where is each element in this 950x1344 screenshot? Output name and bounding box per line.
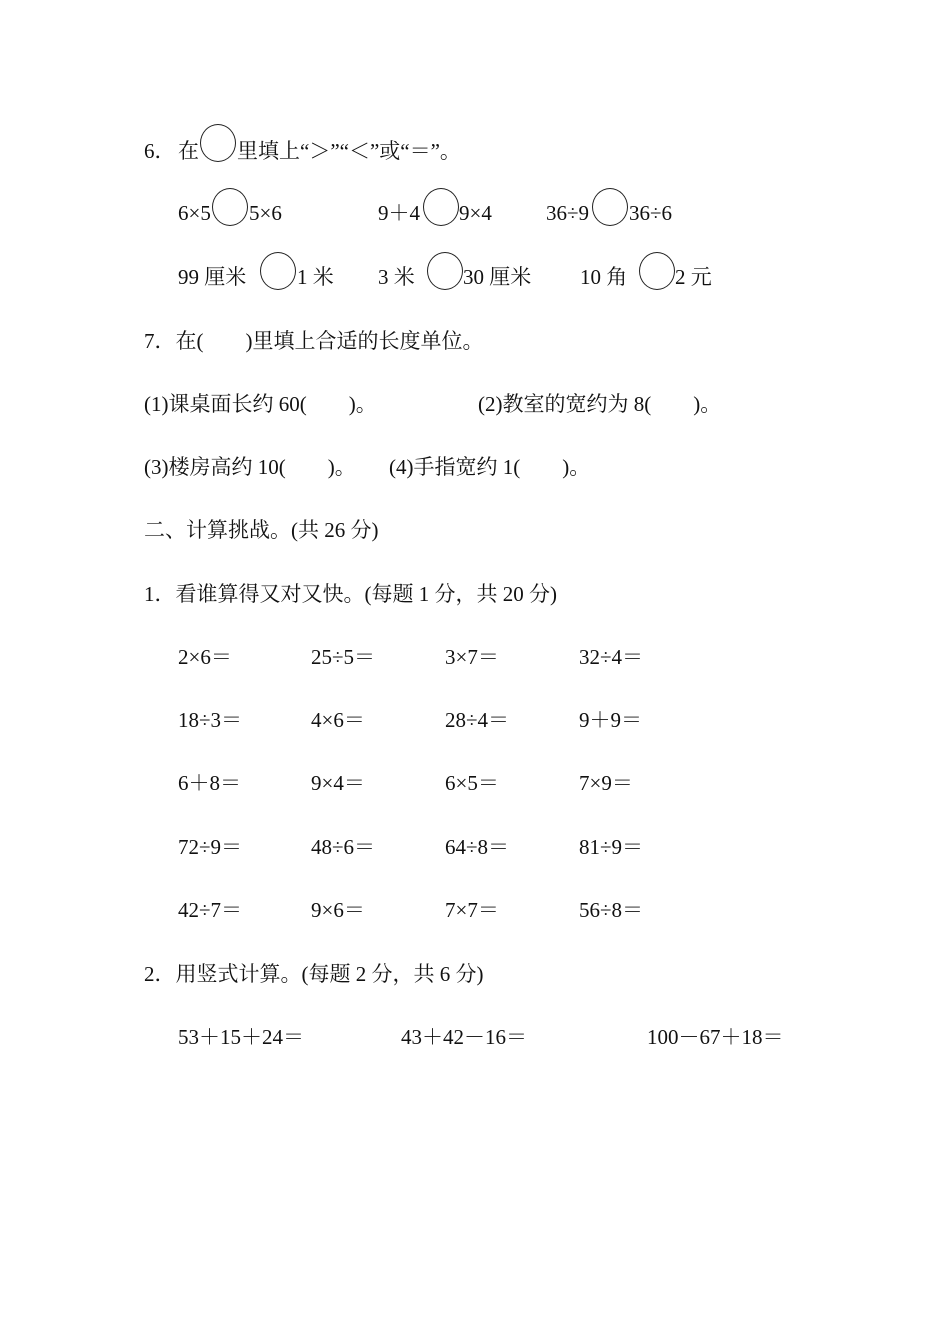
calc-item[interactable]: 4×6＝ bbox=[311, 708, 365, 732]
compare-right: 36÷6 bbox=[629, 201, 673, 225]
compare-right: 9×4 bbox=[459, 201, 492, 225]
calc-item[interactable]: 9×6＝ bbox=[311, 898, 365, 922]
calc-item[interactable]: 6×5＝ bbox=[445, 771, 499, 795]
q6-prompt-a: 在 bbox=[178, 139, 199, 163]
answer-circle[interactable] bbox=[592, 188, 628, 226]
calc-item[interactable]: 48÷6＝ bbox=[311, 835, 376, 859]
answer-circle[interactable] bbox=[639, 252, 675, 290]
calc-item[interactable]: 56÷8＝ bbox=[579, 898, 644, 922]
calc-item[interactable]: 9＋9＝ bbox=[579, 708, 642, 732]
compare-left: 3 米 bbox=[378, 265, 415, 289]
compare-left: 36÷9 bbox=[546, 201, 590, 225]
calc-item[interactable]: 64÷8＝ bbox=[445, 835, 510, 859]
calc-item[interactable]: 6＋8＝ bbox=[178, 771, 241, 795]
calc-item[interactable]: 18÷3＝ bbox=[178, 708, 243, 732]
compare-right: 2 元 bbox=[675, 265, 712, 289]
section-title: 二、计算挑战。(共 26 分) bbox=[144, 518, 379, 542]
q6-number: 6． bbox=[144, 139, 176, 163]
answer-circle[interactable] bbox=[200, 124, 236, 162]
vertical-calc-item[interactable]: 43＋42－16＝ bbox=[401, 1025, 527, 1049]
calc-item[interactable]: 7×9＝ bbox=[579, 771, 633, 795]
compare-left: 99 厘米 bbox=[178, 265, 247, 289]
answer-circle[interactable] bbox=[212, 188, 248, 226]
q7-item[interactable]: (1)课桌面长约 60( )。 bbox=[144, 392, 377, 416]
q7-item[interactable]: (2)教室的宽约为 8( )。 bbox=[478, 392, 722, 416]
calc-item[interactable]: 32÷4＝ bbox=[579, 645, 644, 669]
calc-item[interactable]: 28÷4＝ bbox=[445, 708, 510, 732]
vertical-calc-item[interactable]: 53＋15＋24＝ bbox=[178, 1025, 304, 1049]
q7-prompt: 7．在( )里填上合适的长度单位。 bbox=[144, 329, 484, 353]
answer-circle[interactable] bbox=[260, 252, 296, 290]
answer-circle[interactable] bbox=[423, 188, 459, 226]
compare-left: 10 角 bbox=[580, 265, 628, 289]
calc-item[interactable]: 7×7＝ bbox=[445, 898, 499, 922]
q7-item[interactable]: (4)手指宽约 1( )。 bbox=[389, 455, 591, 479]
compare-left: 9＋4 bbox=[378, 201, 420, 225]
q6-prompt-b: 里填上“＞”“＜”或“＝”。 bbox=[237, 139, 461, 163]
calc-item[interactable]: 72÷9＝ bbox=[178, 835, 243, 859]
compare-right: 5×6 bbox=[249, 201, 282, 225]
compare-right: 30 厘米 bbox=[463, 265, 532, 289]
q7-item[interactable]: (3)楼房高约 10( )。 bbox=[144, 455, 356, 479]
calc-item[interactable]: 81÷9＝ bbox=[579, 835, 644, 859]
p2-prompt: 2．用竖式计算。(每题 2 分，共 6 分) bbox=[144, 962, 484, 986]
calc-item[interactable]: 42÷7＝ bbox=[178, 898, 243, 922]
compare-right: 1 米 bbox=[297, 265, 334, 289]
calc-item[interactable]: 25÷5＝ bbox=[311, 645, 376, 669]
answer-circle[interactable] bbox=[427, 252, 463, 290]
calc-item[interactable]: 9×4＝ bbox=[311, 771, 365, 795]
compare-left: 6×5 bbox=[178, 201, 211, 225]
calc-item[interactable]: 3×7＝ bbox=[445, 645, 499, 669]
p1-prompt: 1．看谁算得又对又快。(每题 1 分，共 20 分) bbox=[144, 582, 557, 606]
vertical-calc-item[interactable]: 100－67＋18＝ bbox=[647, 1025, 784, 1049]
calc-item[interactable]: 2×6＝ bbox=[178, 645, 232, 669]
